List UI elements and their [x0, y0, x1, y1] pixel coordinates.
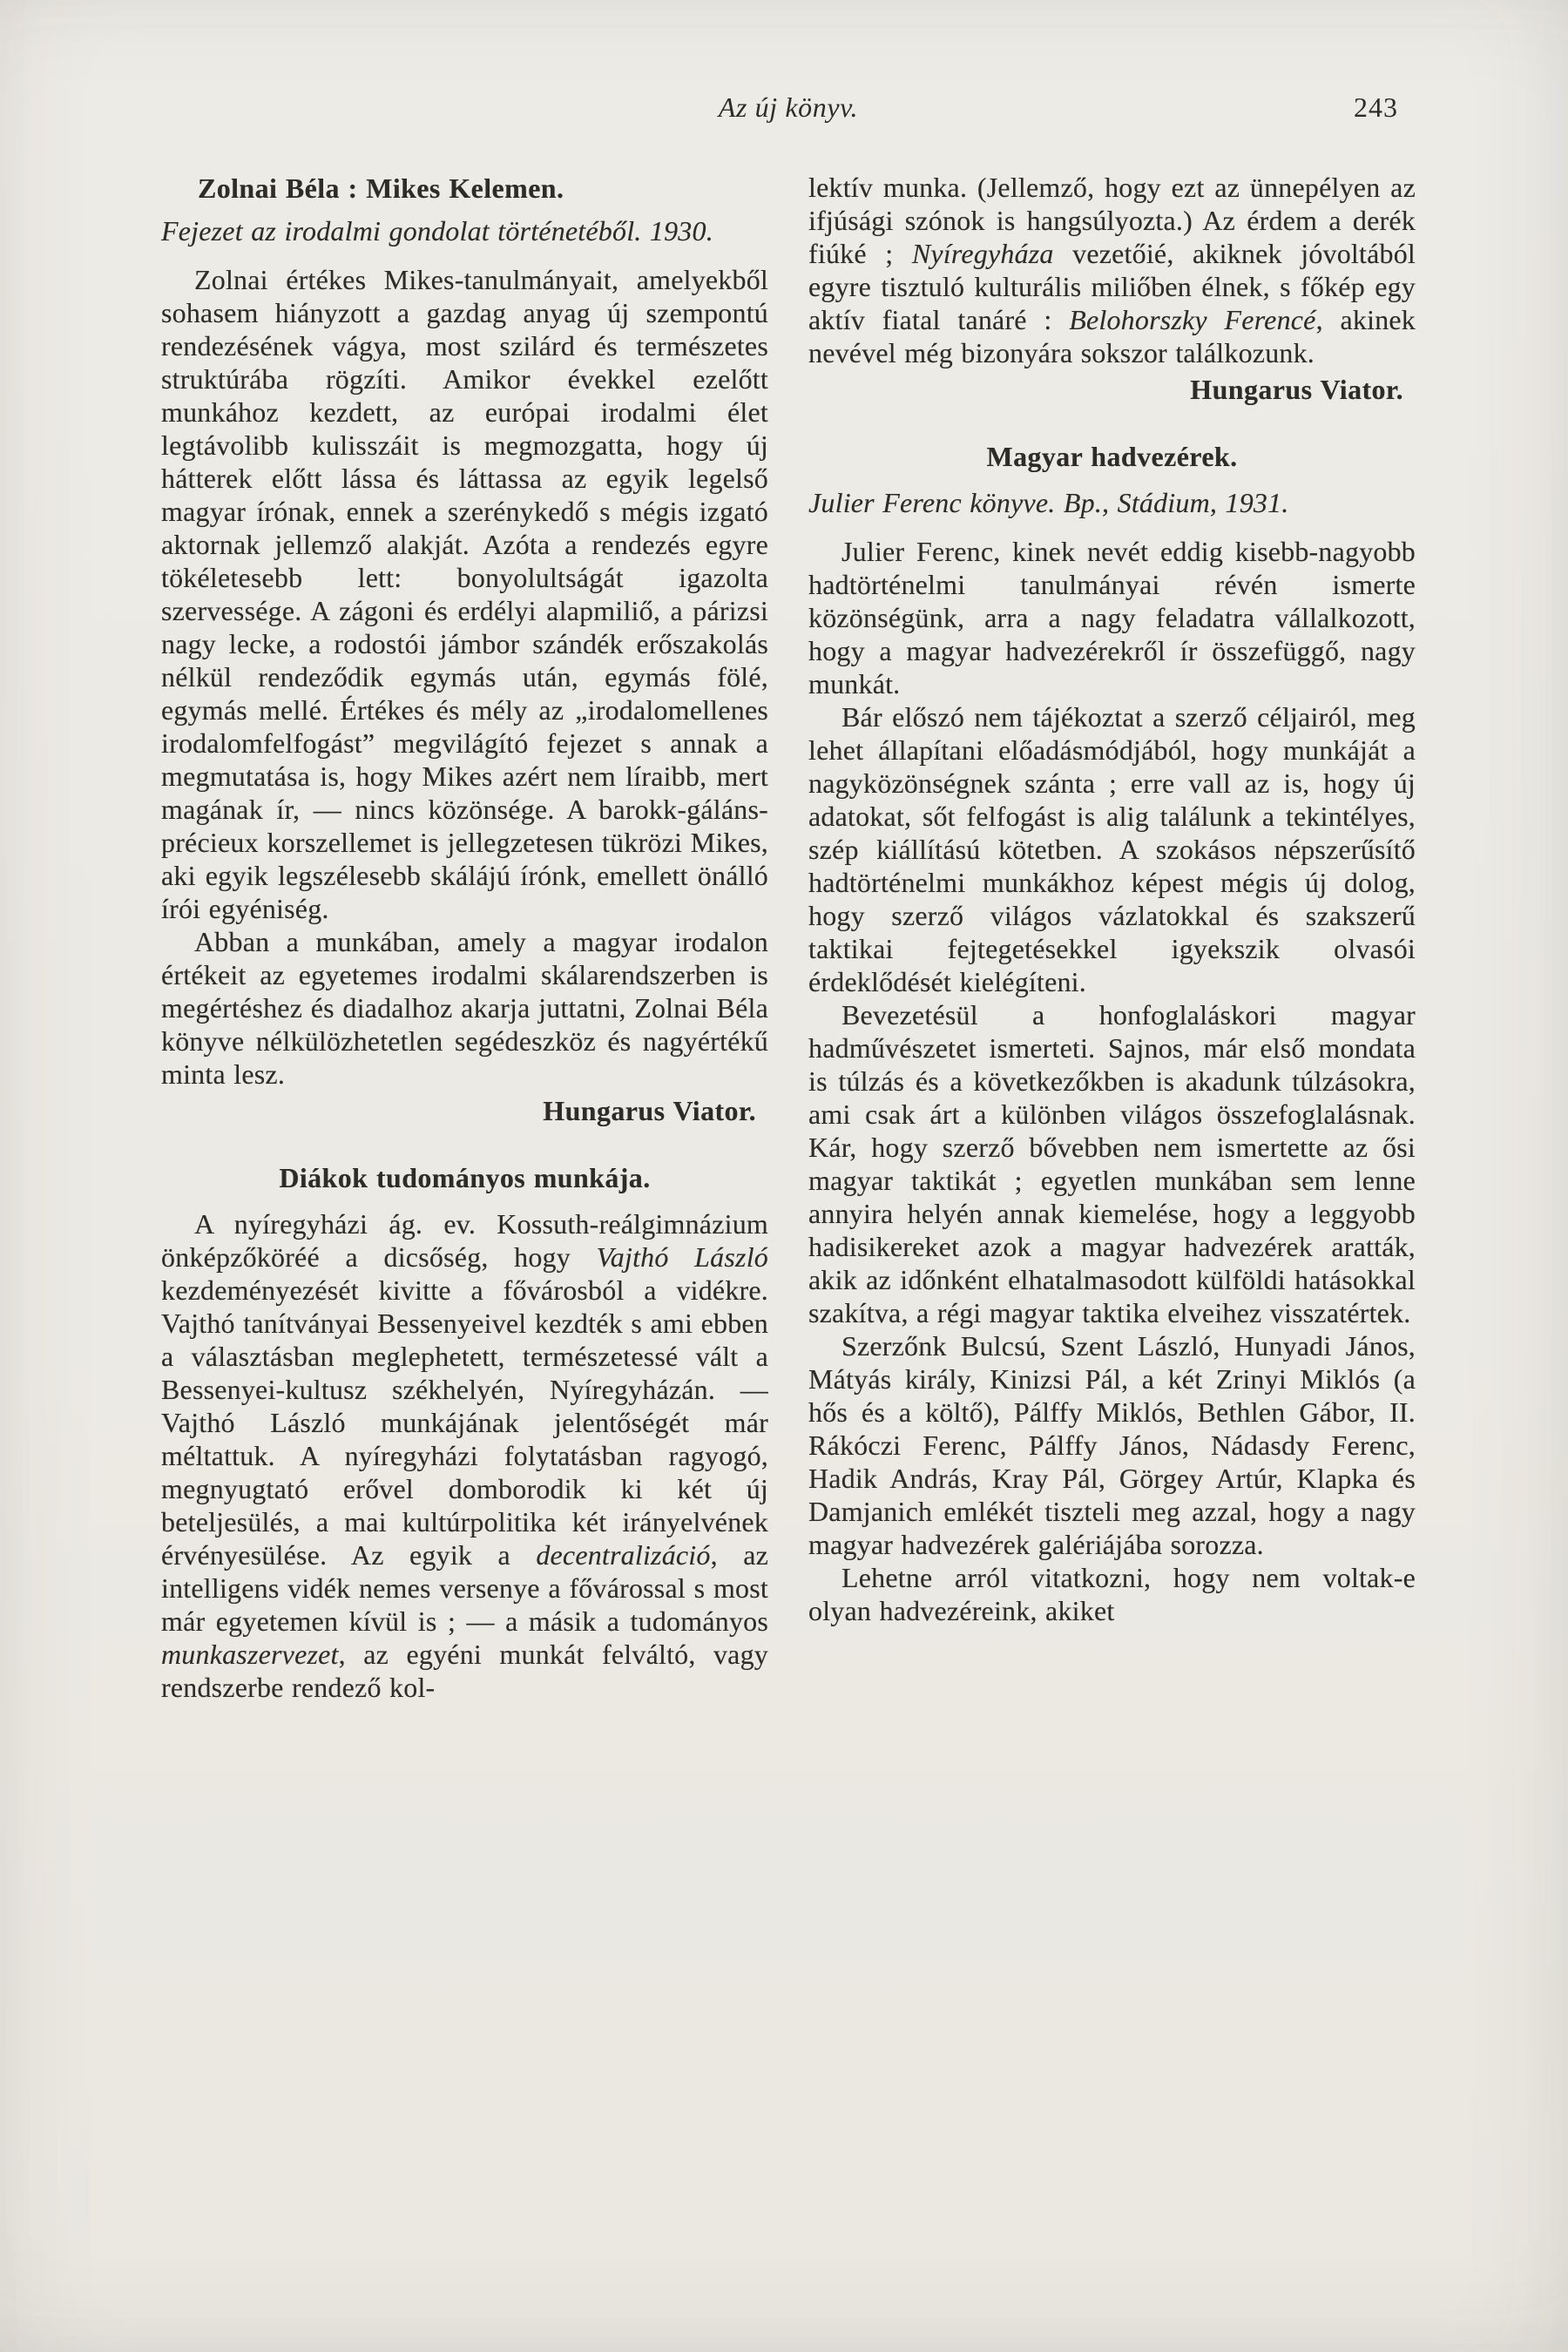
page-number: 243 — [1354, 91, 1398, 123]
text-columns — [161, 171, 1416, 1704]
review-title-diakok: Diákok tudományos munkája. — [279, 1162, 651, 1193]
continuation-paragraph: lektív munka. (Jellemző, hogy ezt az ünnepélyen az ifjúsági szónok is hangsúlyozta.) Az érdem a derék fiúké ; Nyíregyháza vezetőié, akiknek jóvoltából egyre tisztuló kulturális miliőben élnek, s főkép egy aktív fiatal tanáré : Belohorszky Ferencé, akinek nevével még bizonyára sokszor találkozunk. — [808, 172, 1416, 368]
running-head — [161, 89, 1416, 125]
right-column — [808, 171, 1416, 1704]
review-paragraph: Szerzőnk Bulcsú, Szent László, Hunyadi János, Mátyás király, Kinizsi Pál, a két Zrinyi Miklós (a hős és a költő), Pálffy Miklós, Bethlen Gábor, II. Rákóczi Ferenc, Pálffy János, Nádasdy Ferenc, Hadik András, Kray Pál, Görgey Artúr, Klapka és Damjanich emlékét tiszteli meg azzal, hogy a nagy magyar hadvezérek galériájába sorozza. — [808, 1330, 1416, 1560]
review-paragraph: Julier Ferenc, kinek nevét eddig kisebb-nagyobb hadtörténelmi tanulmányai révén ismerte közönségünk, arra a nagy feladatra vállalkozott, hogy a magyar hadvezérekről ír összefüggő, nagy munkát. — [808, 536, 1416, 700]
review-paragraph: Lehetne arról vitatkozni, hogy nem voltak-e olyan hadvezéreink, akiket — [808, 1562, 1416, 1626]
reviewer-signature: Hungarus Viator. — [543, 1095, 756, 1126]
reviewer-signature: Hungarus Viator. — [1190, 374, 1403, 405]
review-title-hadvezerek: Magyar hadvezérek. — [986, 441, 1238, 472]
review-paragraph: Zolnai értékes Mikes-tanulmányait, amelyekből sohasem hiányzott a gazdag anyag új szempontú rendezésének vágya, most szilárd és természetes struktúrába rögzíti. Amikor évekkel ezelőtt munkához kezdett, az európai irodalmi élet legtávolibb kulisszáit is megmozgatta, hogy új hátterek előtt lássa és láttassa az egyik legelső magyar írónak, ennek a szerénykedő s mégis izgató aktornak jellemző alakját. Azóta a rendezés egyre tökéletesebb lett: bonyolultságát igazolta szervessége. A zágoni és erdélyi alapmiliő, a párizsi nagy lecke, a rodostói jámbor szándék erőszakolás nélkül rendeződik egymás után, egymás fölé, egymás mellé. Értékes és mély az „irodalomellenes irodalomfelfogást” megvilágító fejezet s annak a megmutatása is, hogy Mikes azért nem líraibb, mert magának ír, — nincs közönsége. A barokk-gáláns-précieux korszellemet is jellegzetesen tükrözi Mikes, aki egyik legszélesebb skálájú írónk, emellett önálló írói egyéniség. — [161, 264, 768, 924]
review-subtitle-hadvezerek: Julier Ferenc könyve. Bp., Stádium, 1931. — [808, 487, 1289, 518]
review-subtitle-mikes: Fejezet az irodalmi gondolat történetéből. 1930. — [161, 215, 713, 247]
review-paragraph: Bevezetésül a honfoglaláskori magyar hadművészetet ismerteti. Sajnos, már első mondata is túlzás és a következőkben is akadunk túlzásokra, ami csak árt a különben világos összefoglalásnak. Kár, hogy szerző bővebben nem ismertette az ősi magyar taktikát ; egyetlen munkában sem lenne annyira helyén annak kiemelése, hogy a leggyobb hadisikereket azok a magyar hadvezérek aratták, akik az időnként elhatalmasodott külföldi hatásokkal szakítva, a régi magyar taktika elveihez visszatértek. — [808, 999, 1416, 1328]
review-paragraph: A nyíregyházi ág. ev. Kossuth-reálgimnázium önképzőköréé a dicsőség, hogy Vajthó László kezdeményezését kivitte a fővárosból a vidékre. Vajthó tanítványai Bessenyeivel kezdték s ami ebben a választásban meglephetett, természetessé vált a Bessenyei-kultusz székhelyén, Nyíregyházán. — Vajthó László munkájának jelentőségét már méltattuk. A nyíregyházi folytatásban ragyogó, megnyugtató erővel domborodik ki két új beteljesülés, a mai kultúrpolitika két irányelvének érvényesülése. Az egyik a decentralizáció, az intelligens vidék nemes versenye a fővárossal s most már egyetemen kívül is ; — a másik a tudományos munkaszervezet, az egyéni munkát felváltó, vagy rendszerbe rendező kol- — [161, 1208, 768, 1703]
review-paragraph: Bár előszó nem tájékoztat a szerző céljairól, meg lehet állapítani előadásmódjából, hogy munkáját a nagyközönségnek szánta ; erre vall az is, hogy új adatokat, sőt felfogást is alig találunk a tekintélyes, szép kiállítású kötetben. A szokásos népszerűsítő hadtörténelmi munkákhoz képest mégis új dolog, hogy szerző világos vázlatokkal és szakszerű taktikai fejtegetésekkel igyekszik olvasói érdeklődését kielégíteni. — [808, 701, 1416, 997]
review-title-mikes: Zolnai Béla : Mikes Kelemen. — [198, 172, 564, 204]
left-column — [161, 171, 768, 1704]
running-head-title: Az új könyv. — [718, 91, 859, 123]
review-paragraph: Abban a munkában, amely a magyar irodalon értékeit az egyetemes irodalmi skálarendszerben is megértéshez és diadalhoz akarja juttatni, Zolnai Béla könyve nélkülözhetetlen segédeszköz és nagyértékű minta lesz. — [161, 926, 768, 1090]
